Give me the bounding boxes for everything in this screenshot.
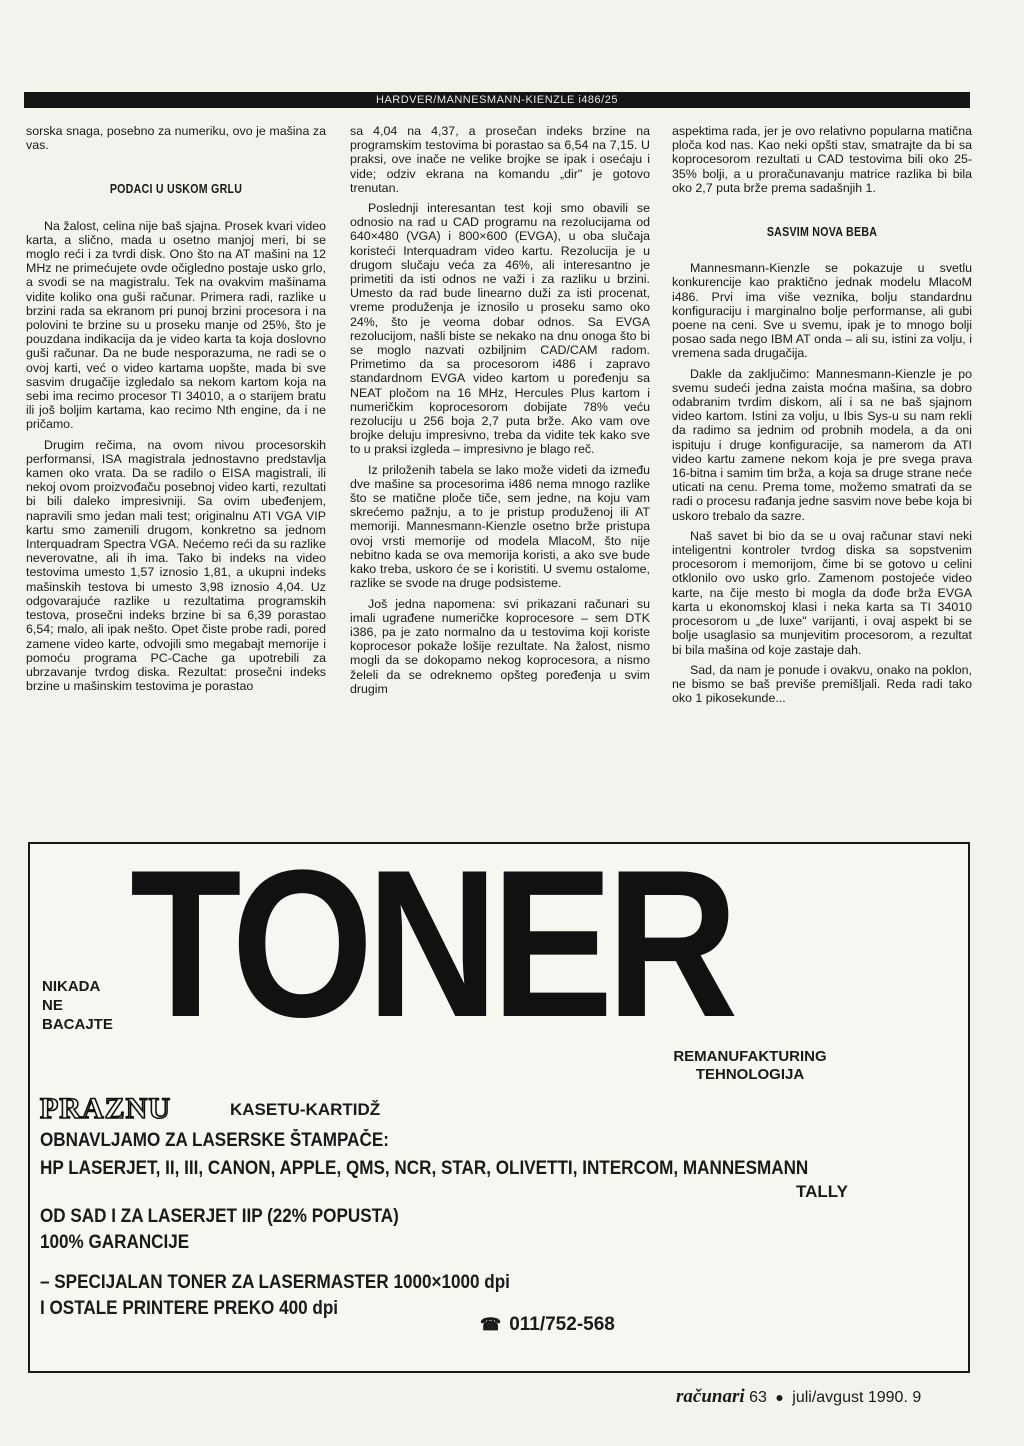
- paragraph: Iz priloženih tabela se lako može videti da između dve mašine sa procesorima i486 nema mnogo razlike što se matične ploče tiče, sem jedne, na koju vam skrećemo pažnju, a to je pristup produženoj ili AT memoriji. Mannesmann-Kienzle osetno brže pristupa ovoj vrsti memorije od modela MlacoM, što nije nebitno kada se ova memorija koristi, a ako sve bude kako treba, uskoro će se i koristiti. U svemu ostalome, razlike se svode na druge podsisteme.: [350, 462, 650, 591]
- toner-advertisement: [28, 826, 970, 1373]
- article-column-1: [26, 124, 326, 824]
- paragraph: Naš savet bi bio da se u ovaj računar stavi neki inteligentni kontroler tvrdog diska sa sopstvenim procesorom i memorijom, čime bi se gotovo u celini otklonilo ovo usko grlo. Zamenom postojeće video karte, na čije mesto bi mogla da dođe brža EVGA karta u ekonomskoj klasi i neka karta sa TI 34010 procesorom u „de luxe" varijanti, i ovaj aspekt bi se bolje usaglasio sa munjevitim procesorom, a rezultat bi bila mašina od koje zastaje dah.: [672, 528, 972, 657]
- page-footer: [676, 1386, 976, 1408]
- ad-phone: [480, 1314, 615, 1336]
- ad-remanufacturing: [630, 1048, 870, 1084]
- ad-line: 100% GARANCIJE: [40, 1232, 190, 1253]
- ad-line: TALLY: [796, 1182, 848, 1201]
- issue-date: juli/avgust 1990.: [792, 1389, 908, 1406]
- paragraph: Na žalost, celina nije baš sjajna. Prosek kvari video karta, a slično, mada u osetno manjoj meri, bi se moglo reći i za tvrdi disk. Ono što na AT mašini na 12 MHz ne primećujete ovde očigledno postaje usko grlo, a svodi se na magistralu. Tek na ovakvim mašinama vidite koliko ona guši računar. Primera radi, razlike u brzini rada sa ekranom pri punoj brzini procesora i na polovini te brzine su u proseku manje od 25%, što je pouzdana indikacija da je video karta ta koja doslovno guši računar. Da ne bude nesporazuma, ne radi se o ovoj karti, već o video kartama uopšte, mada bi sve sasvim drugačije izgledalo sa nekom kartom koja na sebi ima recimo procesor TI 34010, a o starijem bratu ili još boljim kartama, kao recimo Nth engine, da i ne pričamo.: [26, 218, 326, 432]
- ad-headline-toner: TONER: [130, 826, 732, 1061]
- section-header-title: HARDVER/MANNESMANN-KIENZLE i486/25: [376, 94, 618, 106]
- issue-number: 63: [749, 1389, 767, 1406]
- article-column-3: [672, 124, 972, 824]
- ad-outline-word: PRAZNU: [40, 1092, 171, 1125]
- paragraph: Mannesmann-Kienzle se pokazuje u svetlu konkurencije kao praktično jednak modelu MlacoM i486. Prvi ima više veznika, bolju standardnu konfiguraciju i marginalno bolje performanse, ali gubi poene na ceni. Sve u svemu, ipak je to mnogo bolji posao sada nego IBM AT onda – ali su, istini za volju, i vremena sada drugačija.: [672, 261, 972, 361]
- subheading-podaci: PODACI U USKOM GRLU: [109, 182, 243, 197]
- ad-cartridge: KASETU-KARTIDŽ: [230, 1100, 381, 1119]
- paragraph: sorska snaga, posebno za numeriku, ovo je mašina za vas.: [26, 124, 326, 153]
- subheading-sasvim-nova-beba: SASVIM NOVA BEBA: [766, 225, 878, 240]
- ad-reman-line: REMANUFAKTURING: [673, 1048, 827, 1065]
- paragraph: Sad, da nam je ponude i ovakvu, onako na poklon, ne bismo se baš previše premišljali. Reda radi tako oko 1 pikosekunde...: [672, 662, 972, 706]
- article-column-2: [350, 124, 650, 824]
- ad-slogan-line: NIKADA: [42, 978, 101, 995]
- ad-reman-line: TEHNOLOGIJA: [695, 1066, 805, 1083]
- ad-phone-number: 011/752-568: [509, 1314, 615, 1335]
- paragraph: aspektima rada, jer je ovo relativno popularna matična ploča kod nas. Kao neki opšti stav, smatrajte da bi sa koprocesorom rezultati u CAD testovima bili oko 25-35% bolji, a u proračunavanju matrice razlika bi bila oko 2,7 puta brže prema sadašnjih 1.: [672, 124, 972, 195]
- ad-line: I OSTALE PRINTERE PREKO 400 dpi: [40, 1298, 339, 1319]
- ad-printer-list: HP LASERJET, II, III, CANON, APPLE, QMS, NCR, STAR, OLIVETTI, INTERCOM, MANNESMANN: [40, 1158, 809, 1179]
- telephone-icon: ☎: [480, 1315, 502, 1334]
- paragraph: Dakle da zaključimo: Mannesmann-Kienzle je po svemu sudeći jedna zaista moćna mašina, sa dobro odabranim tvrdim diskom, ali i sa ne baš sjajnom video kartom. Istini za volju, u Ibis Sys-u su nam rekli da radimo sa jednim od probnih modela, a da oni ispituju i druge konfiguracije, sa namerom da ATI video kartu zamene nekom koja je pre svega prava 16-bitna i samim tim brža, a koja sa druge strane neće uticati na cenu. Prema tome, možemo smatrati da se radi o procesu rađanja jedne sasvim nove bebe koja bi uskoro trebalo da sazre.: [672, 366, 972, 523]
- ad-line: OD SAD I ZA LASERJET IIP (22% POPUSTA): [40, 1206, 399, 1227]
- paragraph: Poslednji interesantan test koji smo obavili se odnosio na rad u CAD programu na rezolucijama od 640×480 (VGA) i 800×600 (EVGA), u oba slučaja koristeći Interquadram video kartu. Rezolucija je u drugom slučaju veća za 46%, ali interesantno je primetiti da isti odnos ne važi i za razliku u brzini. Umesto da rad bude linearno duži za isti procenat, vreme produženja je iznosilo u proseku samo oko 24%, što je veoma dobar odnos. Sa EVGA rezolucijom, našli biste se nekako na dnu onoga što bi se moglo nazvati ozbiljnim CAD/CAM radom. Primetimo da sa procesorom i486 i zapravo standardnom EVGA video kartom u poređenju sa NEAT pločom na 16 MHz, Hercules Plus kartom i numeričkim koprocesorom dobijate 78% veću rezoluciju u 256 boja 2,7 puta brže. Ako vam ove brojke deluju impresivno, treba da vidite tek kako sve to u praksi izgleda – impresivno je blago reč.: [350, 201, 650, 457]
- ad-slogan-line: BACAJTE: [42, 1016, 113, 1033]
- page-number: 9: [912, 1389, 922, 1406]
- ad-line: – SPECIJALAN TONER ZA LASERMASTER 1000×1000 dpi: [40, 1272, 510, 1293]
- paragraph: sa 4,04 na 4,37, a prosečan indeks brzine na programskim testovima bi porastao sa 6,54 na 7,15. U praksi, ove inače ne velike brojke se ipak i osećaju i vide; odziv ekrana na komandu „dir" je gotovo trenutan.: [350, 124, 650, 195]
- paragraph: Drugim rečima, na ovom nivou procesorskih performansi, ISA magistrala jednostavno predstavlja kamen oko vrata. Da se radilo o EISA magistrali, ili nekoj ovom proizvođaču posebnoj video karti, rezultati bi bili daleko impresivniji. Sa ovim ubeđenjem, napravili smo jedan mali test; originalnu ATI VGA VIP kartu smo zamenili drugom, konkretno sa jednom Interquadram Spectra VGA. Nećemo reći da su razlike neverovatne, ali ih ima. Tako bi indeks na video testovima umesto 1,57 iznosio 1,81, a ukupni indeks mašinskih testova bi umesto 3,98 iznosio 4,04. Uz odgovarajuće razlike u rezultatima programskih testova, prosečni indeks brzine bi sa 6,39 porastao 6,54; malo, ali ipak nešto. Opet čiste probe radi, pored zamene video karte, odvojili smo megabajt memorije i pomoću programa PC-Cache ga upotrebili za ubrzavanje tvrdog diska. Rezultat: prosečni indeks brzine u mašinskim testovima je porastao: [26, 437, 326, 694]
- bullet-icon: ●: [775, 1389, 784, 1405]
- paragraph: Još jedna napomena: svi prikazani računari su imali ugrađene numeričke koprocesore – sem DTK i386, pa je zato normalno da u testovima koji koriste koprocesor pokaže lošije rezultate. Na žalost, nismo mogli da se dokopamo nekog koprocesora, a nismo želeli da se odreknemo opšteg poređenja u svim drugim: [350, 596, 650, 696]
- ad-slogan-line: NE: [42, 997, 63, 1014]
- magazine-name: računari: [676, 1386, 745, 1407]
- ad-slogan: [42, 977, 142, 1034]
- section-header-bar: [24, 92, 970, 108]
- ad-line: OBNAVLJAMO ZA LASERSKE ŠTAMPAČE:: [40, 1130, 389, 1151]
